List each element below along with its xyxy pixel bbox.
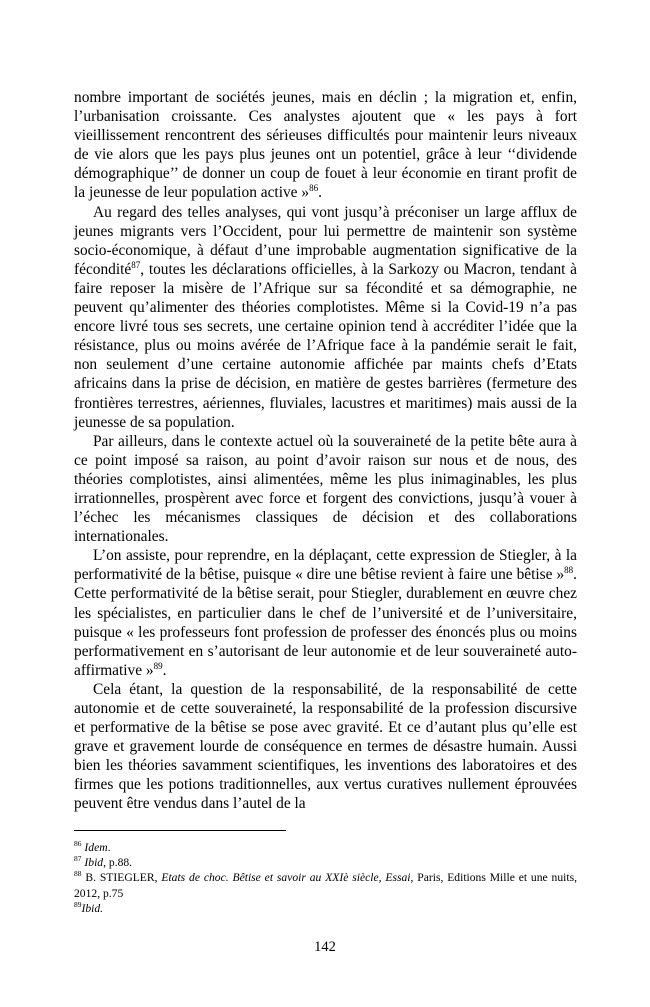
paragraph-5 [74, 680, 577, 814]
footnote-number: 89 [74, 899, 82, 909]
footnote-number: 87 [74, 854, 82, 864]
paragraph-1 [74, 88, 577, 203]
footnote-89 [74, 901, 577, 916]
paragraph-3-text: Par ailleurs, dans le contexte actuel où la souveraineté de la petite bête aura à ce point imposé sa raison, au point d’avoir raison sur nous et de nous, des théories complotistes, ainsi alimentées, même les plus inimaginables, les plus irrationnelles, prospèrent avec force et forgent des convictions, jusqu’à vouer à l’échec les mécanismes classiques de décision et des collaborations internationales. [74, 432, 577, 546]
footnotes [74, 840, 577, 916]
footnote-number: 88 [74, 869, 82, 879]
footnote-text: Ibid [84, 856, 104, 870]
footnote-tail: , Paris, Editions Mille et une nuits, 2012, p.75 [74, 871, 577, 900]
page-number: 142 [314, 939, 336, 955]
paragraph-2-tail: , toutes les déclarations officielles, à la Sarkozy ou Macron, tendant à faire reposer la misère de l’Afrique sur sa fécondité et sa démographie, ne peuvent qu’alimenter des théories complotistes. Même si la Covid-19 n’a pas encore livré tous ses secrets, une certaine opinion tend à accréditer l’idée que la résistance, plus ou moins avérée de l’Afrique face à la pandémie serait le fait, non seulement d’une certaine autonomie affichée par maints chefs d’Etats africains dans la prise de décision, en matière de gestes barrières (fermeture des frontières terrestres, aériennes, fluviales, lacustres et maritimes) mais aussi de la jeunesse de sa population. [74, 260, 577, 431]
footnote-tail: , p.88. [103, 856, 133, 870]
footnote-ref-89[interactable]: 89 [153, 660, 163, 671]
footnote-book-title: Etats de choc. Bêtise et savoir au XXIè siècle, Essai [161, 871, 411, 885]
footnote-88 [74, 870, 577, 900]
footnote-text: Ibid. [81, 901, 104, 915]
footnote-ref-88[interactable]: 88 [564, 565, 574, 576]
paragraph-2-text: Au regard des telles analyses, qui vont jusqu’à préconiser un large afflux de jeunes migrants vers l’Occident, pour lui permettre de maintenir son système socio-économique, à défaut d’une improbable augmentation significative de la fécondité [74, 203, 577, 278]
footnote-text: Idem [84, 841, 108, 854]
footnote-86 [74, 840, 577, 855]
paragraph-1-text: nombre important de sociétés jeunes, mais en déclin ; la migration et, enfin, l’urbanisation croissante. Ces analystes ajoutent que « les pays à fort vieillissement rencontrent des sérieuses difficultés pour maintenir leurs niveaux de vie alors que les pays plus jeunes ont un potentiel, grâce à leur ‘‘dividende démographique’’ de donner un coup de fouet à leur économie en tirant profit de la jeunesse de leur population active » [74, 89, 577, 202]
paragraph-2 [74, 203, 577, 432]
footnote-divider [74, 830, 286, 831]
footnote-87 [74, 855, 577, 870]
footnote-author: B. STIEGLER, [85, 871, 162, 885]
footnote-tail: . [107, 841, 111, 854]
paragraph-4-middle: . Cette performativité de la bêtise serait, pour Stiegler, durablement en œuvre chez les spécialistes, en particulier dans le chef de l’université et de l’universitaire, puisque « les professeurs font profession de professer des énoncés plus ou moins performativement en s’autorisant de leur autonomie et de leur souveraineté auto-affirmative » [74, 566, 577, 679]
paragraph-4-tail: . [162, 661, 167, 679]
paragraph-3 [74, 432, 577, 547]
footnote-number: 86 [74, 839, 82, 849]
footnote-ref-87[interactable]: 87 [131, 259, 141, 270]
paragraph-4-text: L’on assiste, pour reprendre, en la déplaçant, cette expression de Stiegler, à la performativité de la bêtise, puisque « dire une bêtise revient à faire une bêtise » [74, 547, 577, 584]
paragraph-4 [74, 546, 577, 680]
paragraph-5-text: Cela étant, la question de la responsabilité, de la responsabilité de cette autonomie et de cette souveraineté, la responsabilité de la profession discursive et performative de la bêtise se pose avec gravité. Et ce d’autant plus qu’elle est grave et gravement lourde de conséquence en termes de désastre humain. Aussi bien les théories savamment scientifiques, les inventions des laboratoires et des firmes que les potions traditionnelles, aux vertus curatives nullement éprouvées peuvent être vendus dans l’autel de la [74, 680, 577, 813]
paragraph-1-tail: . [318, 184, 322, 202]
body-text [74, 88, 577, 814]
footnote-ref-86[interactable]: 86 [309, 183, 319, 194]
